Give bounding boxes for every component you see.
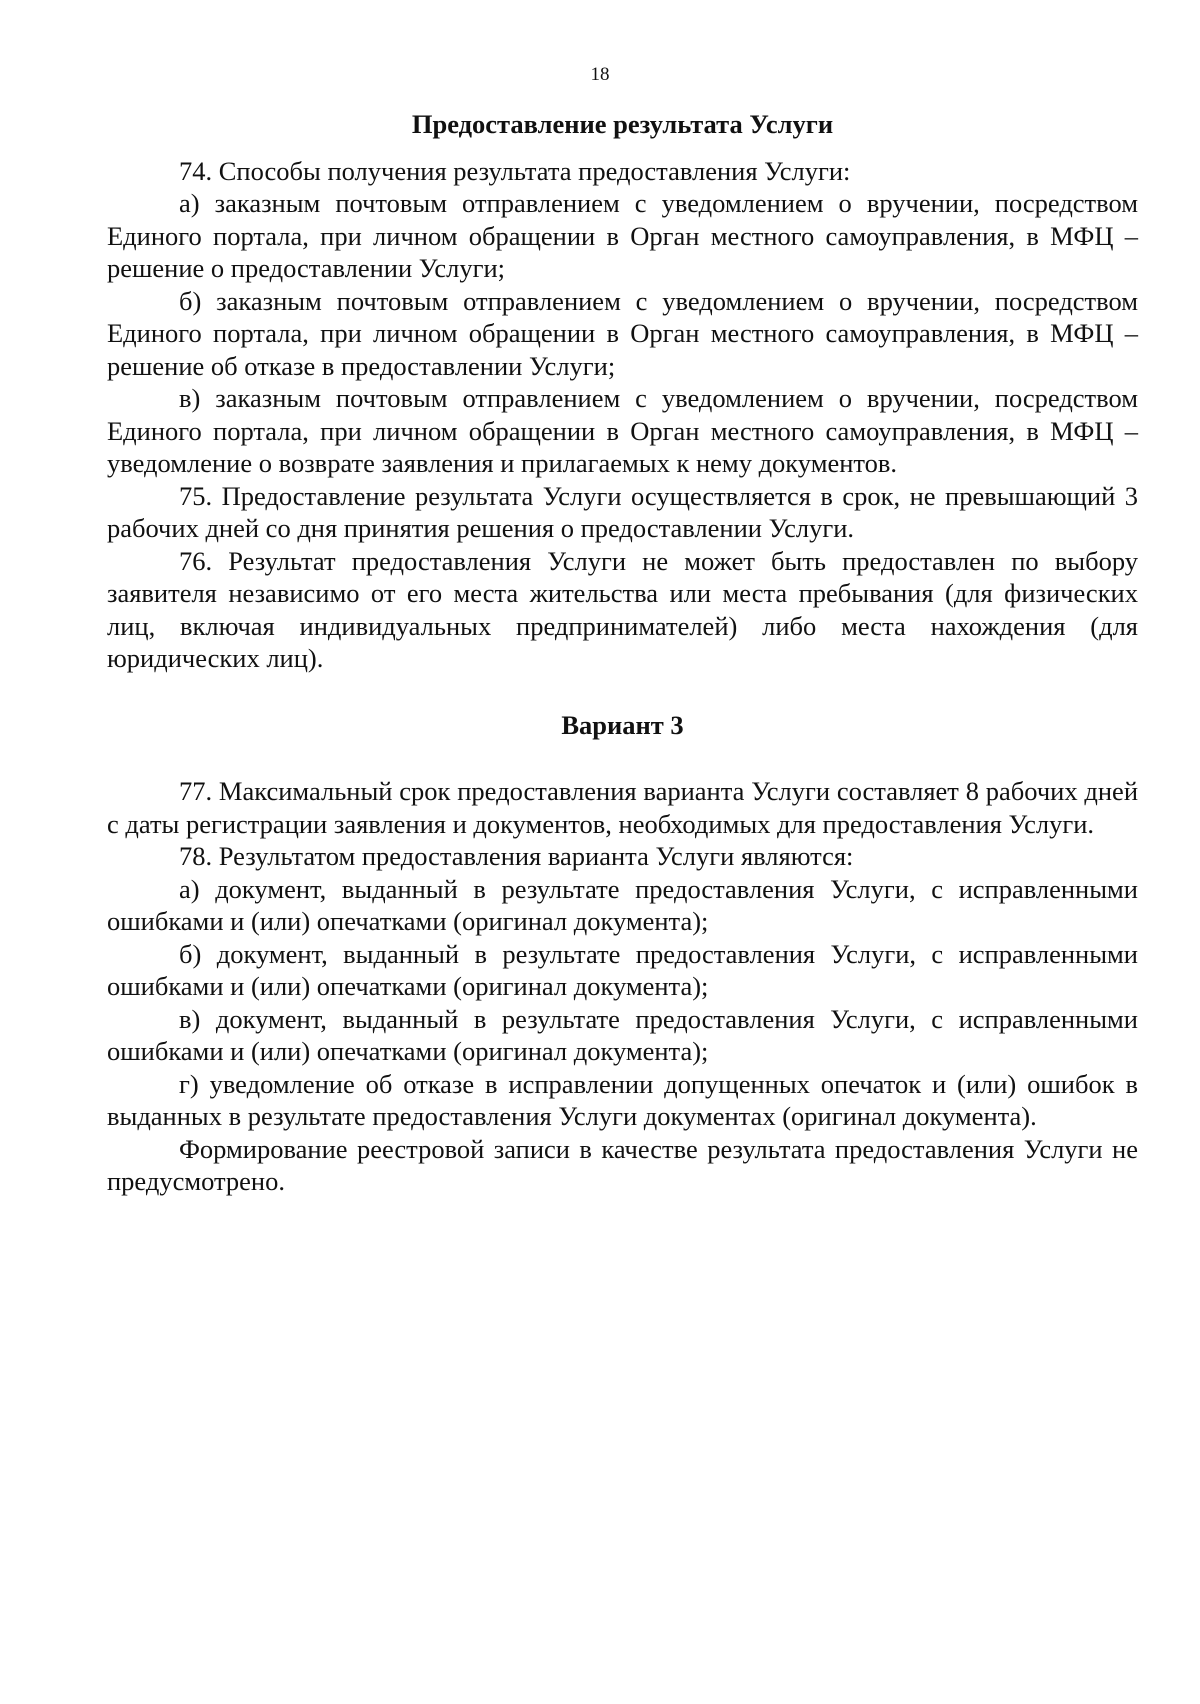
paragraph-74-a: а) заказным почтовым отправлением с уведомлением о вручении, посредством Единого портала, при личном обращении в Орган местного самоуправления, в МФЦ – решение о предоставлении Услуги;	[107, 188, 1138, 283]
paragraph-78-a: а) документ, выданный в результате предоставления Услуги, с исправленными ошибками и (или) опечатками (оригинал документа);	[107, 873, 1138, 936]
section-title-result-delivery: Предоставление результата Услуги	[411, 109, 834, 139]
section-title-variant-3: Вариант 3	[561, 709, 684, 740]
paragraph-76: 76. Результат предоставления Услуги не может быть предоставлен по выбору заявителя независимо от его места жительства или места пребывания (для физических лиц, включая индивидуальных предпринимателей) либо места нахождения (для юридических лиц).	[107, 545, 1138, 673]
paragraph-75: 75. Предоставление результата Услуги осуществляется в срок, не превышающий 3 рабочих дней со дня принятия решения о предоставлении Услуги.	[107, 480, 1138, 543]
paragraph-78-b: б) документ, выданный в результате предоставления Услуги, с исправленными ошибками и (или) опечатками (оригинал документа);	[107, 938, 1138, 1001]
paragraph-78-v: в) документ, выданный в результате предоставления Услуги, с исправленными ошибками и (или) опечатками (оригинал документа);	[107, 1003, 1138, 1066]
paragraph-78: 78. Результатом предоставления варианта Услуги являются:	[179, 841, 854, 871]
paragraph-74-b: б) заказным почтовым отправлением с уведомлением о вручении, посредством Единого портала, при личном обращении в Орган местного самоуправления, в МФЦ – решение об отказе в предоставлении Услуги;	[107, 285, 1138, 381]
paragraph-78-g: г) уведомление об отказе в исправлении допущенных опечаток и (или) ошибок в выданных в результате предоставления Услуги документах (оригинал документа).	[107, 1068, 1138, 1131]
paragraph-74-v: в) заказным почтовым отправлением с уведомлением о вручении, посредством Единого портала, при личном обращении в Орган местного самоуправления, в МФЦ – уведомление о возврате заявления и прилагаемых к нему документов.	[107, 383, 1138, 478]
paragraph-77: 77. Максимальный срок предоставления варианта Услуги составляет 8 рабочих дней с даты регистрации заявления и документов, необходимых для предоставления Услуги.	[107, 776, 1138, 839]
page-number: 18	[590, 64, 610, 85]
paragraph-registry-note: Формирование реестровой записи в качестве результата предоставления Услуги не предусмотрено.	[107, 1133, 1138, 1196]
paragraph-74: 74. Способы получения результата предоставления Услуги:	[179, 155, 851, 186]
document-body	[107, 108, 1138, 1198]
